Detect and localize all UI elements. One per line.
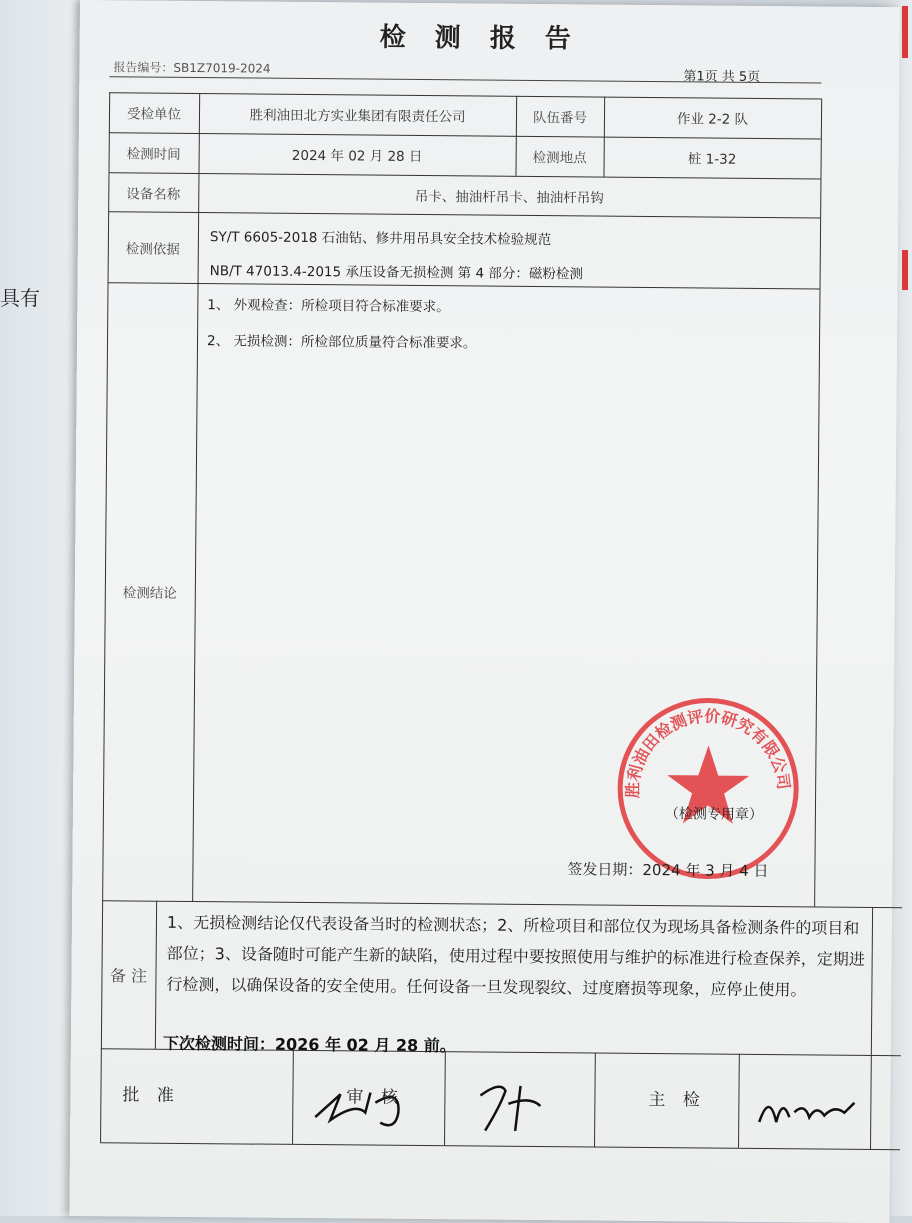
basis-standard-2: NB/T 47013.4-2015 承压设备无损检测 第 4 部分：磁粉检测 [209, 263, 583, 283]
conclusion-label: 检测结论 [122, 585, 177, 602]
inspector-signature [754, 1082, 864, 1133]
inspector-label: 主 检 [648, 1090, 706, 1111]
svg-text:胜利油田检测评价研究有限公司: 胜利油田检测评价研究有限公司 [622, 706, 794, 799]
client-label: 受检单位 [126, 106, 182, 123]
seal-caption: （检测专用章） [664, 806, 763, 823]
time-value: 2024 年 02 月 28 日 [291, 147, 423, 165]
basis-standard-1: SY/T 6605-2018 石油钻、修井用吊具安全技术检验规范 [209, 229, 552, 249]
red-stamp-edge [902, 6, 908, 58]
next-inspection: 下次检测时间：2026 年 02 月 28 前。 [162, 1033, 456, 1056]
conclusion-item-1: 1、 外观检查：所检项目符合标准要求。 [207, 297, 450, 316]
team-value: 作业 2-2 队 [676, 111, 749, 128]
basis-label: 检测依据 [125, 240, 180, 258]
client-value: 胜利油田北方实业集团有限责任公司 [249, 107, 466, 126]
approve-label: 批 准 [122, 1085, 180, 1106]
report-number: 报告编号：SB1Z7019-2024 [113, 60, 271, 76]
report-sheet [69, 0, 900, 1223]
adjacent-page-text: 具有 [0, 286, 40, 310]
conclusion-item-2: 2、 无损检测：所检部位质量符合标准要求。 [206, 333, 477, 352]
official-seal [612, 693, 804, 885]
issue-date: 签发日期：2024 年 3 月 4 日 [567, 860, 769, 881]
page-info: 第1页 共 5页 [683, 69, 761, 85]
report-title: 检 测 报 告 [379, 22, 581, 55]
review-signature [470, 1075, 571, 1136]
team-label: 队伍番号 [532, 109, 588, 127]
remarks-text: 1、无损检测结论仅代表设备当时的检测状态；2、所检项目和部位仅为现场具备检测条件的项目和部位；3、设备随时可能产生新的缺陷，使用过程中要按照使用与维护的标准进行检查保养，定期进行检测，以确保设备的安全使用。任何设备一旦发现裂纹、过度磨损等现象，应停止使用。 [166, 912, 865, 1000]
equipment-value: 吊卡、抽油杆吊卡、抽油杆吊钩 [414, 188, 604, 207]
site-label: 检测地点 [532, 149, 587, 167]
review-label: 审 核 [346, 1087, 404, 1108]
red-stamp-edge [902, 250, 908, 290]
time-label: 检测时间 [126, 146, 181, 163]
site-value: 桩 1-32 [687, 151, 737, 168]
equipment-label: 设备名称 [126, 185, 181, 203]
remarks-label: 备 注 [109, 965, 148, 986]
